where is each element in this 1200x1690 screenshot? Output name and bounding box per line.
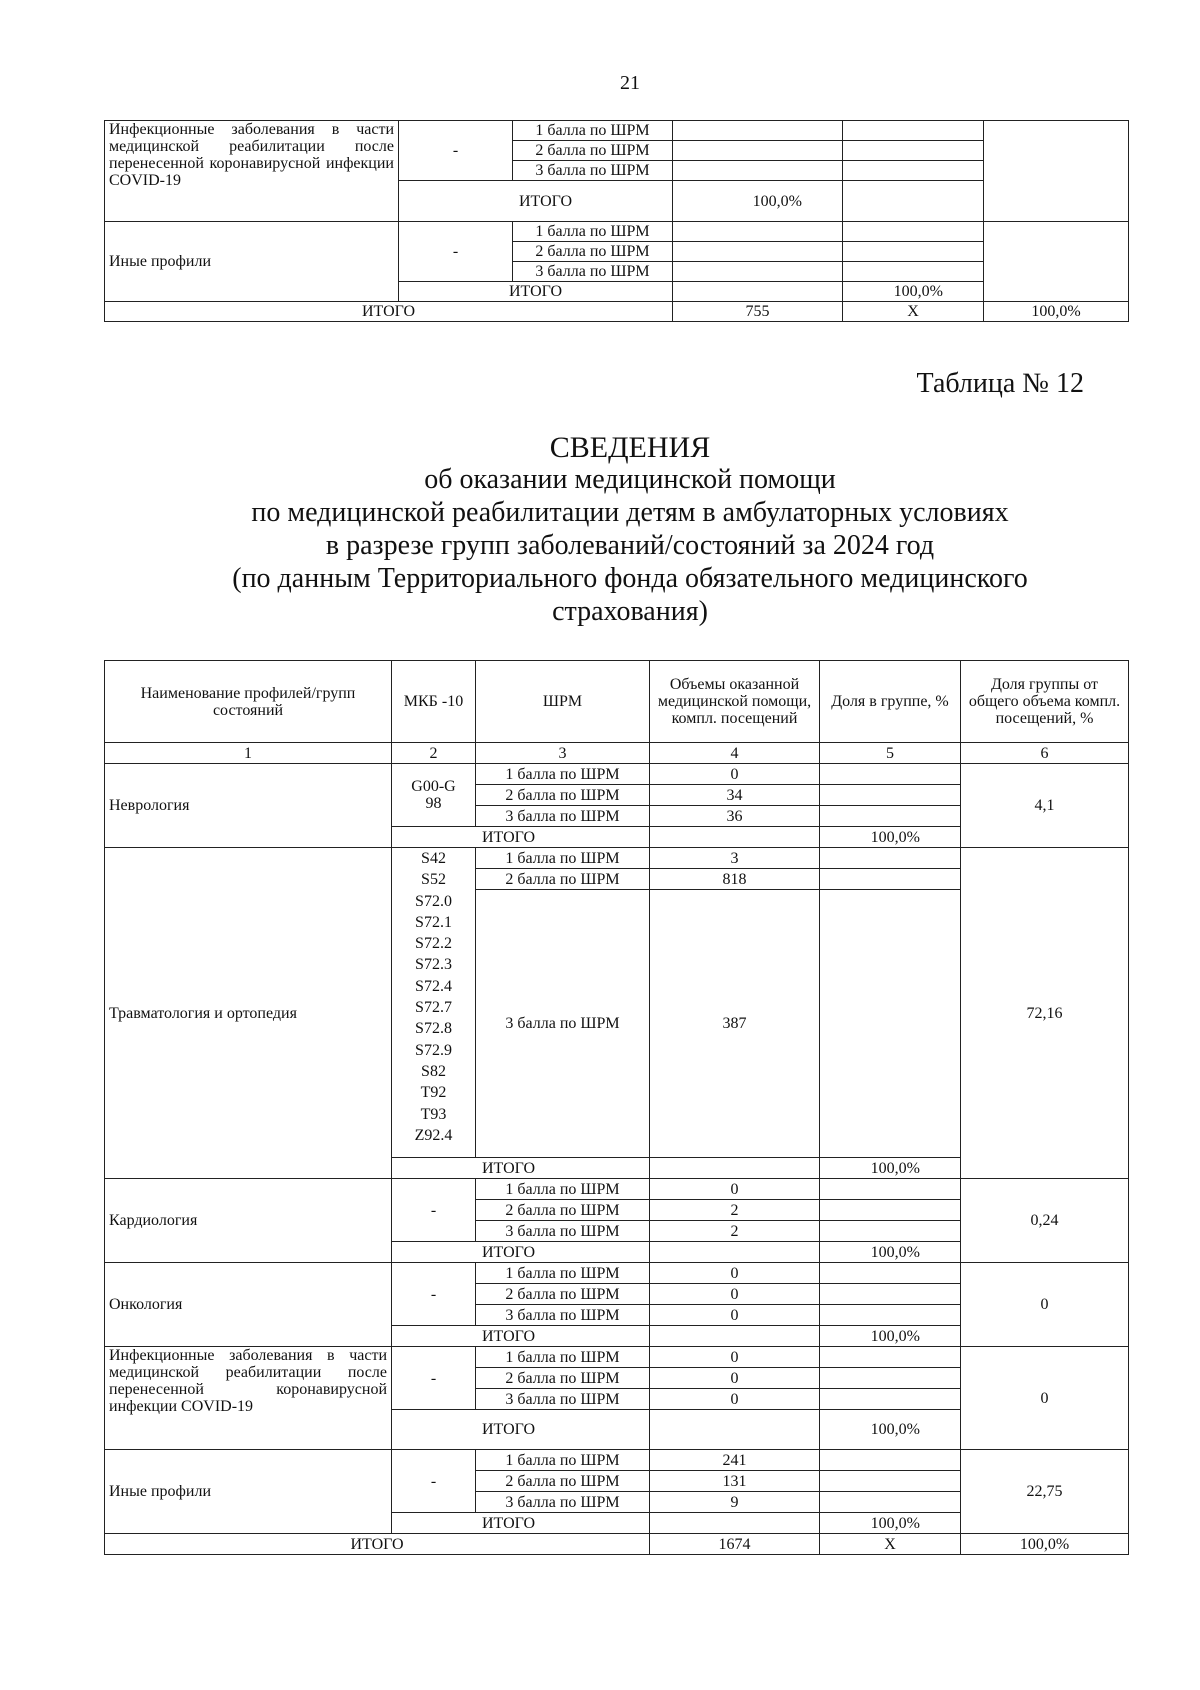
total-label: ИТОГО — [392, 1158, 650, 1179]
grade-label: 3 балла по ШРМ — [476, 806, 650, 827]
table-row — [105, 1179, 1129, 1200]
group-name: Кардиология — [105, 1179, 392, 1263]
volume-cell — [650, 1410, 820, 1450]
volume-cell — [673, 141, 843, 161]
icd-code: T93 — [420, 1105, 447, 1123]
volume-value: 0 — [650, 764, 820, 785]
column-number: 5 — [820, 743, 961, 764]
volume-value: 0 — [650, 1347, 820, 1368]
share-cell — [843, 242, 984, 262]
column-number: 2 — [392, 743, 476, 764]
grand-total-share: Х — [843, 302, 984, 322]
grand-total-row — [105, 1534, 1129, 1555]
icd-code: S52 — [421, 871, 446, 889]
grade-label: 1 балла по ШРМ — [476, 764, 650, 785]
share-cell — [820, 1389, 961, 1410]
grade-label: 1 балла по ШРМ — [476, 1179, 650, 1200]
volume-cell — [673, 282, 843, 302]
grade-label: 3 балла по ШРМ — [476, 890, 650, 1158]
grade-label: 2 балла по ШРМ — [476, 1471, 650, 1492]
icd-code-list — [392, 848, 476, 1158]
group-name: Онкология — [105, 1263, 392, 1347]
table-row — [105, 1347, 1129, 1368]
total-label: ИТОГО — [392, 1513, 650, 1534]
icd-code: S72.0 — [415, 892, 452, 910]
icd-code: - — [399, 222, 513, 282]
volume-cell — [673, 242, 843, 262]
group-name: Иные профили — [105, 1450, 392, 1534]
total-share: 100,0% — [820, 1513, 961, 1534]
total-label: ИТОГО — [392, 1410, 650, 1450]
volume-value: 131 — [650, 1471, 820, 1492]
grand-total-group: 100,0% — [961, 1534, 1129, 1555]
icd-code: S72.1 — [415, 913, 452, 931]
volume-cell — [650, 827, 820, 848]
group-share: 22,75 — [961, 1450, 1129, 1534]
column-number: 6 — [961, 743, 1129, 764]
document-subtitle-line: по медицинской реабилитации детям в амбулаторных условиях — [251, 497, 1009, 528]
header-profile: Наименование профилей/групп состояний — [105, 661, 392, 743]
share-cell — [820, 1305, 961, 1326]
icd-code: Z92.4 — [414, 1126, 453, 1144]
continuation-table — [104, 120, 1129, 322]
document-subtitle-line: (по данным Территориального фонда обязательного медицинского — [232, 563, 1028, 594]
volume-value: 36 — [650, 806, 820, 827]
icd-code: S72.3 — [415, 956, 452, 974]
grade-label: 1 балла по ШРМ — [476, 1347, 650, 1368]
grade-label: 1 балла по ШРМ — [513, 121, 673, 141]
grade-label: 2 балла по ШРМ — [476, 1368, 650, 1389]
share-cell — [820, 1200, 961, 1221]
group-share: 0 — [961, 1347, 1129, 1450]
header-share: Доля в группе, % — [820, 661, 961, 743]
total-label: ИТОГО — [399, 282, 673, 302]
icd-code: - — [392, 1347, 476, 1410]
share-cell — [820, 1263, 961, 1284]
main-table — [104, 660, 1129, 1555]
grade-label: 2 балла по ШРМ — [476, 869, 650, 890]
grade-label: 2 балла по ШРМ — [476, 785, 650, 806]
grand-total-label: ИТОГО — [105, 302, 673, 322]
share-cell — [820, 785, 961, 806]
grand-total-row — [105, 302, 1129, 322]
share-cell — [820, 890, 961, 1158]
profile-name: Иные профили — [105, 222, 399, 302]
icd-code: S72.2 — [415, 935, 452, 953]
grade-label: 2 балла по ШРМ — [476, 1284, 650, 1305]
grand-total-label: ИТОГО — [105, 1534, 650, 1555]
grade-label: 3 балла по ШРМ — [476, 1389, 650, 1410]
grade-label: 2 балла по ШРМ — [513, 141, 673, 161]
share-cell — [820, 1368, 961, 1389]
table-row — [105, 1450, 1129, 1471]
column-number: 1 — [105, 743, 392, 764]
volume-value: 0 — [650, 1263, 820, 1284]
total-share: 100,0% — [820, 1410, 961, 1450]
volume-value: 818 — [650, 869, 820, 890]
grand-total-volume: 755 — [673, 302, 843, 322]
total-label: ИТОГО — [392, 827, 650, 848]
icd-code: S72.4 — [415, 977, 452, 995]
volume-cell — [673, 222, 843, 242]
grade-label: 1 балла по ШРМ — [476, 848, 650, 869]
group-share: 0 — [961, 1263, 1129, 1347]
volume-value: 0 — [650, 1179, 820, 1200]
group-name: Травматология и ортопедия — [105, 848, 392, 1179]
table-row — [105, 121, 1129, 141]
grade-label: 3 балла по ШРМ — [476, 1492, 650, 1513]
icd-code: S42 — [421, 850, 446, 867]
table-number-label: Таблица № 12 — [916, 368, 1084, 399]
share-cell — [820, 1179, 961, 1200]
icd-code: - — [392, 1179, 476, 1242]
grade-label: 1 балла по ШРМ — [513, 222, 673, 242]
volume-cell — [650, 1158, 820, 1179]
column-number: 4 — [650, 743, 820, 764]
volume-cell — [650, 1513, 820, 1534]
group-name: Инфекционные заболевания в части медицинской реабилитации после перенесенной коронавирусной инфекции COVID-19 — [105, 1347, 392, 1450]
icd-code: T92 — [420, 1084, 447, 1102]
group-share: 4,1 — [961, 764, 1129, 848]
grade-label: 3 балла по ШРМ — [513, 262, 673, 282]
group-share: 0,24 — [961, 1179, 1129, 1263]
icd-code: G00-G98 — [392, 764, 476, 827]
share-cell — [820, 1492, 961, 1513]
share-cell — [820, 1347, 961, 1368]
volume-value: 0 — [650, 1368, 820, 1389]
volume-value: 2 — [650, 1200, 820, 1221]
total-share: 100,0% — [820, 827, 961, 848]
volume-value: 3 — [650, 848, 820, 869]
page-number: 21 — [620, 72, 640, 94]
share-cell — [820, 848, 961, 869]
grand-total-group: 100,0% — [984, 302, 1129, 322]
share-cell — [843, 121, 984, 141]
header-grade: ШРМ — [476, 661, 650, 743]
volume-value: 241 — [650, 1450, 820, 1471]
share-cell — [820, 1221, 961, 1242]
total-share: 100,0% — [820, 1242, 961, 1263]
total-share: 100,0% — [673, 181, 843, 222]
header-volume: Объемы оказанной медицинской помощи, компл. посещений — [650, 661, 820, 743]
volume-cell — [673, 161, 843, 181]
volume-cell — [673, 121, 843, 141]
document-subtitle-line: в разрезе групп заболеваний/состояний за 2024 год — [325, 530, 935, 561]
total-label: ИТОГО — [392, 1326, 650, 1347]
group-share: 72,16 — [961, 848, 1129, 1179]
column-numbers-row — [105, 743, 1129, 764]
icd-code: - — [392, 1450, 476, 1513]
total-label: ИТОГО — [392, 1242, 650, 1263]
total-share: 100,0% — [820, 1326, 961, 1347]
header-icd: МКБ -10 — [392, 661, 476, 743]
total-share: 100,0% — [843, 282, 984, 302]
icd-code: - — [392, 1263, 476, 1326]
icd-code: S82 — [421, 1062, 446, 1080]
volume-value: 0 — [650, 1389, 820, 1410]
icd-code: S72.9 — [415, 1041, 452, 1059]
share-cell — [820, 1450, 961, 1471]
group-share-cell — [984, 222, 1129, 302]
column-number: 3 — [476, 743, 650, 764]
grand-total-volume: 1674 — [650, 1534, 820, 1555]
group-share-cell — [984, 121, 1129, 222]
volume-value: 2 — [650, 1221, 820, 1242]
share-cell — [843, 141, 984, 161]
header-group-share: Доля группы от общего объема компл. посещений, % — [961, 661, 1129, 743]
table-row — [105, 222, 1129, 242]
share-cell — [820, 1284, 961, 1305]
grade-label: 1 балла по ШРМ — [476, 1263, 650, 1284]
document-title: СВЕДЕНИЯ — [549, 431, 711, 464]
icd-code: S72.8 — [415, 1020, 452, 1038]
table-row — [105, 764, 1129, 785]
volume-value: 387 — [650, 890, 820, 1158]
volume-value: 0 — [650, 1284, 820, 1305]
grand-total-share: Х — [820, 1534, 961, 1555]
total-share: 100,0% — [820, 1158, 961, 1179]
share-cell — [820, 1471, 961, 1492]
total-label: ИТОГО — [399, 181, 673, 222]
grade-label: 3 балла по ШРМ — [476, 1305, 650, 1326]
document-subtitle-line: страхования) — [552, 596, 708, 627]
share-cell — [843, 161, 984, 181]
group-name: Неврология — [105, 764, 392, 848]
document-subtitle-line: об оказании медицинской помощи — [424, 464, 836, 495]
grade-label: 3 балла по ШРМ — [476, 1221, 650, 1242]
volume-cell — [673, 262, 843, 282]
profile-name: Инфекционные заболевания в части медицинской реабилитации после перенесенной коронавирусной инфекции COVID-19 — [105, 121, 399, 222]
table-row — [105, 848, 1129, 869]
grade-label: 2 балла по ШРМ — [513, 242, 673, 262]
volume-value: 9 — [650, 1492, 820, 1513]
icd-code: S72.7 — [415, 999, 452, 1017]
share-cell — [820, 764, 961, 785]
table-row — [105, 1263, 1129, 1284]
grade-label: 2 балла по ШРМ — [476, 1200, 650, 1221]
icd-code: - — [399, 121, 513, 181]
share-cell — [843, 222, 984, 242]
volume-value: 34 — [650, 785, 820, 806]
share-cell — [843, 262, 984, 282]
volume-cell — [650, 1326, 820, 1347]
share-cell — [820, 869, 961, 890]
share-cell — [820, 806, 961, 827]
header-row — [105, 661, 1129, 743]
grade-label: 1 балла по ШРМ — [476, 1450, 650, 1471]
grade-label: 3 балла по ШРМ — [513, 161, 673, 181]
volume-value: 0 — [650, 1305, 820, 1326]
volume-cell — [650, 1242, 820, 1263]
